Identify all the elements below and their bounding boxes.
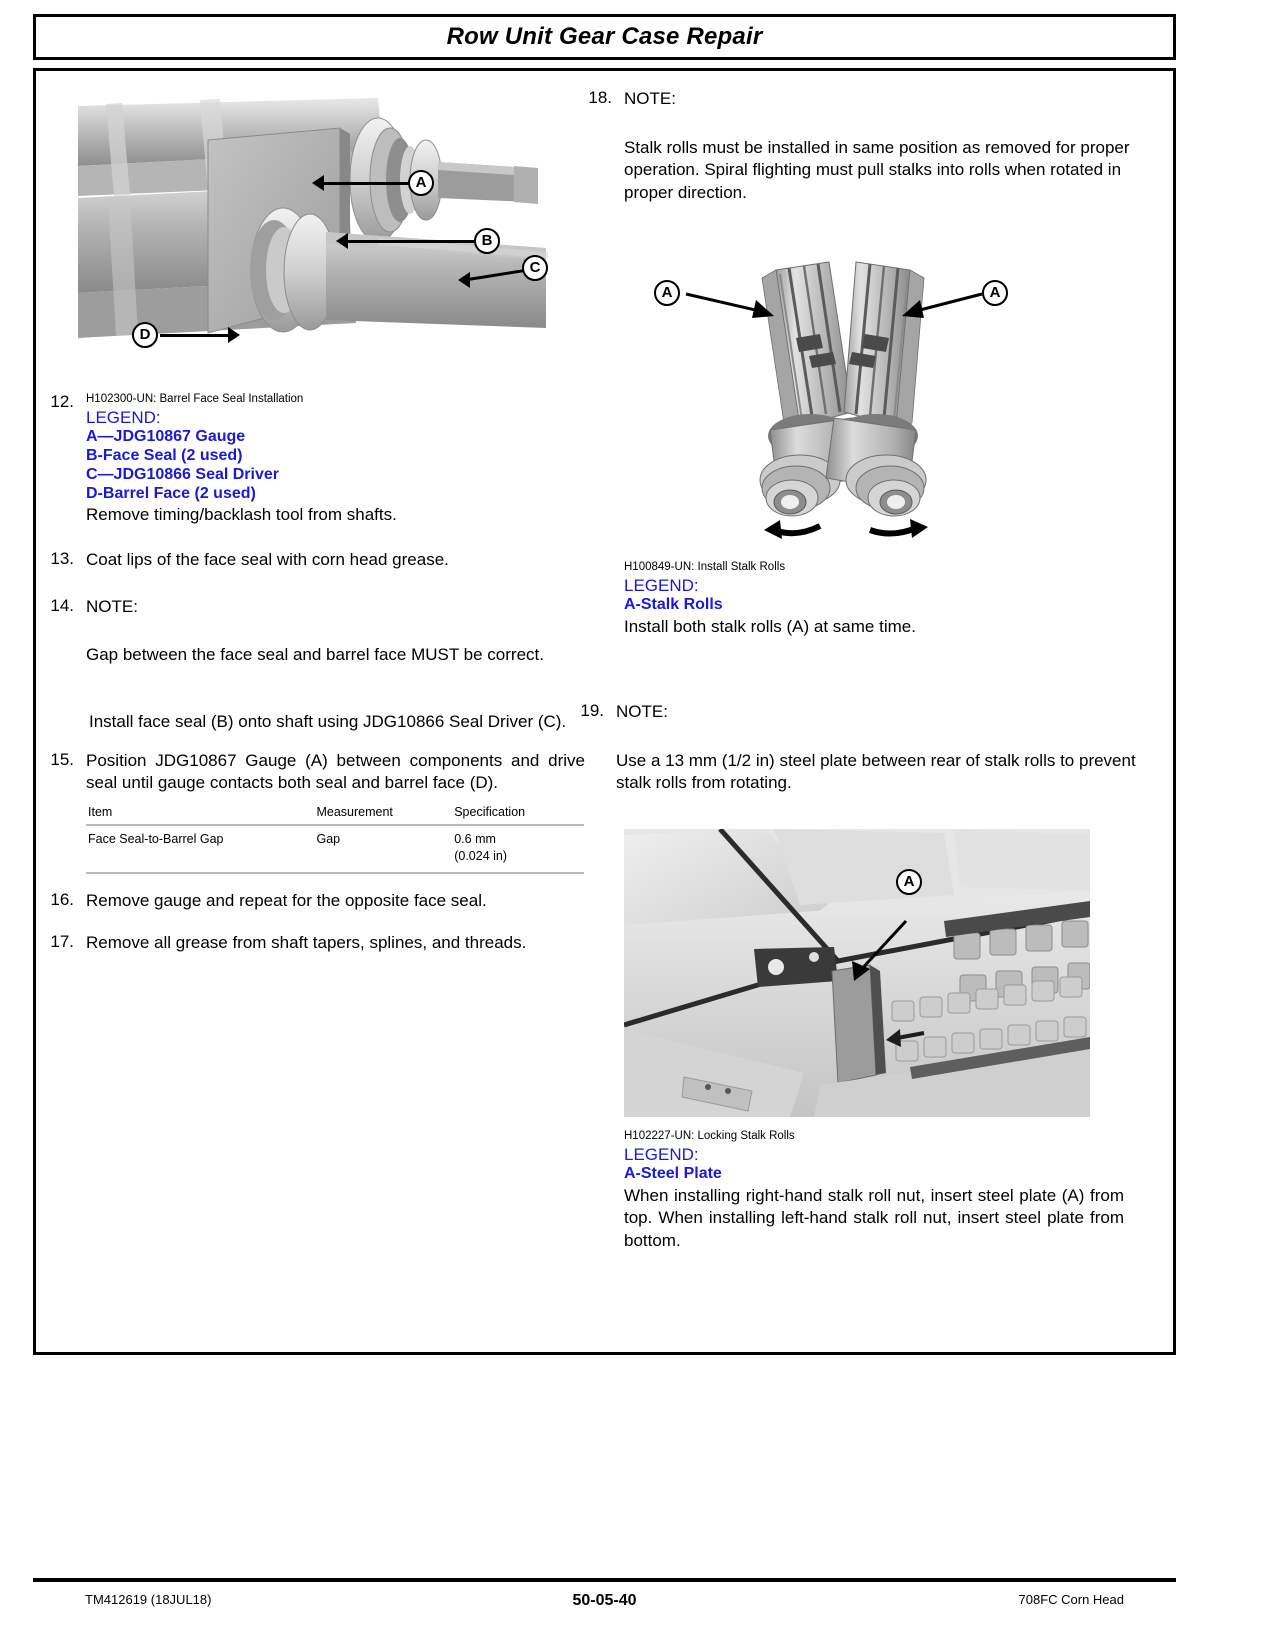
stalk-rolls-legend-block — [624, 560, 1138, 638]
step-17 — [40, 932, 585, 955]
step-15-number: 15. — [50, 749, 74, 769]
figure-barrel-face-seal — [78, 88, 585, 378]
spec-cell-specification — [452, 825, 584, 872]
page-title: Row Unit Gear Case Repair — [446, 23, 763, 50]
specification-table — [86, 802, 584, 874]
figure-caption-stalk-rolls: H100849-UN: Install Stalk Rolls — [624, 561, 786, 574]
spec-value-metric: 0.6 mm — [454, 832, 496, 847]
table-row — [86, 825, 584, 872]
step-13-number: 13. — [50, 549, 74, 569]
callout-arrow-c — [458, 272, 470, 288]
right-column — [578, 88, 1138, 1252]
step-18-note-text: Stalk rolls must be installed in same position as removed for proper operation. Spiral flighting must pull stalks into rolls when rotated in proper direction. — [624, 137, 1130, 202]
step-12-body — [86, 392, 585, 527]
step-19-body — [616, 701, 1138, 795]
barrel-face-seal-photo — [78, 88, 548, 378]
step-14-extra-text: Install face seal (B) onto shaft using JDG10866 Seal Driver (C). — [89, 711, 567, 731]
legend-item-b: B-Face Seal (2 used) — [86, 446, 243, 464]
step-19-note-text: Use a 13 mm (1/2 in) steel plate between rear of stalk rolls to prevent stalk rolls from rotating. — [616, 750, 1136, 793]
legend-item-steel-plate: A-Steel Plate — [624, 1164, 722, 1182]
callout-a-left: A — [654, 280, 680, 306]
legend-item-d: D-Barrel Face (2 used) — [86, 484, 256, 502]
step-18 — [578, 88, 1138, 204]
step-15-text: Position JDG10867 Gauge (A) between components and drive seal until gauge contacts both seal and barrel face (D). — [86, 750, 585, 793]
step-15-body — [86, 750, 585, 874]
step-19-number: 19. — [580, 700, 604, 720]
step-13 — [40, 549, 585, 572]
step-17-number: 17. — [50, 932, 74, 952]
legend-title-locking: LEGEND: — [624, 1144, 699, 1164]
step-18-number: 18. — [588, 88, 612, 107]
legend-title-barrel-seal: LEGEND: — [86, 407, 161, 427]
callout-a-right: A — [982, 280, 1008, 306]
callout-arrow-a — [312, 175, 324, 191]
figure-caption-locking: H102227-UN: Locking Stalk Rolls — [624, 1129, 795, 1142]
step-14-number: 14. — [50, 595, 74, 615]
locking-stalk-rolls-photo — [624, 829, 1090, 1117]
figure-caption-barrel-seal: H102300-UN: Barrel Face Seal Installation — [86, 393, 304, 405]
legend-item-a: A—JDG10867 Gauge — [86, 427, 246, 445]
page-footer — [33, 1592, 1176, 1622]
footer-page-number: 50-05-40 — [572, 1592, 637, 1609]
callout-leader-b — [346, 240, 480, 243]
callout-d: D — [132, 322, 158, 348]
callout-leader-d — [160, 334, 234, 337]
callout-arrow-b — [336, 233, 348, 249]
step-18-body — [624, 88, 1138, 204]
step-14-note-label: NOTE: — [86, 596, 138, 616]
step-14 — [40, 596, 585, 734]
legend-title-stalk-rolls: LEGEND: — [624, 576, 699, 596]
step-14-note-text: Gap between the face seal and barrel face MUST be correct. — [86, 645, 544, 665]
callout-a: A — [408, 170, 434, 196]
callout-c: C — [522, 255, 548, 281]
footer-model-name: 708FC Corn Head — [1018, 1592, 1124, 1607]
step-13-text: Coat lips of the face seal with corn head grease. — [86, 550, 449, 570]
step-16-text: Remove gauge and repeat for the opposite face seal. — [86, 890, 487, 910]
locking-rolls-illustration — [624, 829, 1090, 1117]
spec-header-specification: Specification — [452, 802, 584, 826]
page-header — [33, 14, 1176, 60]
locking-after-text: When installing right-hand stalk roll nut, insert steel plate (A) from top. When installing left-hand stalk roll nut, insert steel plate from bottom. — [624, 1185, 1124, 1250]
footer-divider — [33, 1578, 1176, 1582]
step-15 — [40, 750, 585, 874]
step-12-number: 12. — [50, 392, 74, 411]
footer-document-number: TM412619 (18JUL18) — [85, 1592, 212, 1607]
legend-item-stalk-rolls-a: A-Stalk Rolls — [624, 596, 723, 614]
figure-install-stalk-rolls — [624, 230, 1138, 550]
stalk-rolls-illustration — [624, 230, 1044, 550]
spec-value-imperial: (0.024 in) — [454, 849, 508, 863]
spec-cell-measurement: Gap — [314, 825, 452, 872]
spec-header-measurement: Measurement — [314, 802, 452, 826]
callout-arrow-d — [228, 327, 240, 343]
step-18-note-label: NOTE: — [624, 89, 676, 108]
callout-b: B — [474, 228, 500, 254]
spec-table-header-row — [86, 802, 584, 826]
callout-a-steel-plate: A — [896, 869, 922, 895]
locking-legend-block — [624, 1129, 1138, 1253]
stalk-rolls-after-text: Install both stalk rolls (A) at same time. — [624, 617, 916, 637]
left-column — [40, 88, 585, 971]
step-19-note-label: NOTE: — [616, 701, 668, 721]
step-14-body — [86, 596, 585, 734]
spec-header-item: Item — [86, 802, 314, 826]
legend-item-c: C—JDG10866 Seal Driver — [86, 465, 279, 483]
step-12-text: Remove timing/backlash tool from shafts. — [86, 505, 397, 525]
step-17-text: Remove all grease from shaft tapers, splines, and threads. — [86, 933, 527, 953]
step-16 — [40, 890, 585, 913]
figure-locking-stalk-rolls — [624, 829, 1138, 1117]
spec-cell-item: Face Seal-to-Barrel Gap — [86, 825, 314, 872]
stalk-rolls-drawing — [624, 230, 1044, 550]
step-16-number: 16. — [50, 889, 74, 909]
step-19 — [578, 701, 1138, 795]
step-12 — [40, 392, 585, 527]
